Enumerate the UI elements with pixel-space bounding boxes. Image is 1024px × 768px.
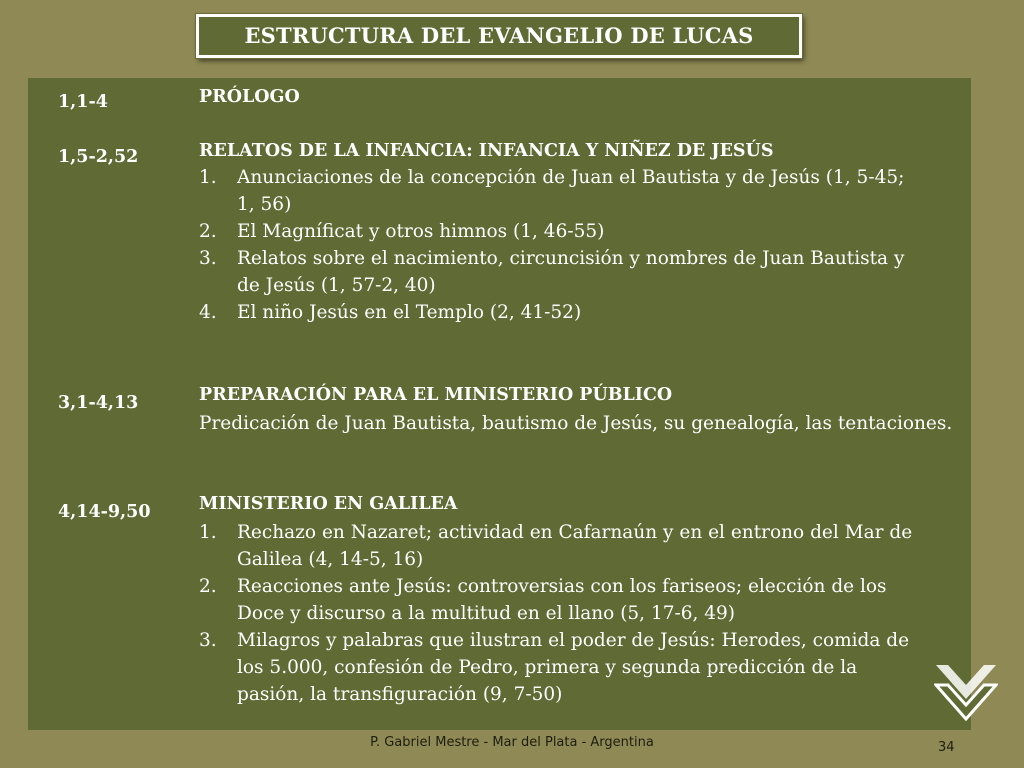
list-item <box>199 218 919 245</box>
section-paragraph: Predicación de Juan Bautista, bautismo de Jesús, su genealogía, las tentaciones. <box>199 413 953 434</box>
list-item <box>199 627 919 708</box>
section-reference: 4,14-9,50 <box>58 502 151 522</box>
item-list <box>199 519 919 708</box>
footer-text: P. Gabriel Mestre - Mar del Plata - Argentina <box>370 735 654 750</box>
slide-title: ESTRUCTURA DEL EVANGELIO DE LUCAS <box>196 14 802 58</box>
item-text: Rechazo en Nazaret; actividad en Cafarnaún y en el entrono del Mar de Galilea (4, 14-5, 16) <box>237 522 913 570</box>
item-text: Relatos sobre el nacimiento, circuncisión y nombres de Juan Bautista y de Jesús (1, 57-2, 40) <box>237 248 905 296</box>
content-panel <box>28 78 971 730</box>
list-item <box>199 573 919 627</box>
section-reference: 1,1-4 <box>58 92 108 112</box>
item-number: 3. <box>199 630 217 651</box>
item-list <box>199 164 919 326</box>
item-number: 1. <box>199 522 217 543</box>
list-item <box>199 245 919 299</box>
item-text: El niño Jesús en el Templo (2, 41-52) <box>237 302 582 323</box>
section-heading: RELATOS DE LA INFANCIA: INFANCIA Y NIÑEZ DE JESÚS <box>199 141 774 161</box>
item-text: Anunciaciones de la concepción de Juan el Bautista y de Jesús (1, 5-45; 1, 56) <box>237 167 905 215</box>
section-heading: PRÓLOGO <box>199 87 300 107</box>
list-item <box>199 519 919 573</box>
list-item <box>199 164 919 218</box>
item-text: Reacciones ante Jesús: controversias con los fariseos; elección de los Doce y discurso a la multitud en el llano (5, 17-6, 49) <box>237 576 887 624</box>
section-reference: 1,5-2,52 <box>58 147 139 167</box>
section-reference: 3,1-4,13 <box>58 393 139 413</box>
item-number: 4. <box>199 302 217 323</box>
item-text: Milagros y palabras que ilustran el poder de Jesús: Herodes, comida de los 5.000, confesión de Pedro, primera y segunda predicción de la pasión, la transfiguración (9, 7-50) <box>237 630 910 705</box>
section-heading: MINISTERIO EN GALILEA <box>199 494 458 514</box>
item-number: 2. <box>199 221 217 242</box>
list-item <box>199 299 919 326</box>
item-text: El Magníficat y otros himnos (1, 46-55) <box>237 221 605 242</box>
item-number: 3. <box>199 248 217 269</box>
item-number: 2. <box>199 576 217 597</box>
section-heading: PREPARACIÓN PARA EL MINISTERIO PÚBLICO <box>199 385 673 405</box>
chevron-down-icon <box>934 657 998 723</box>
item-number: 1. <box>199 167 217 188</box>
page-number: 34 <box>938 740 955 755</box>
next-slide-button[interactable] <box>934 657 998 723</box>
